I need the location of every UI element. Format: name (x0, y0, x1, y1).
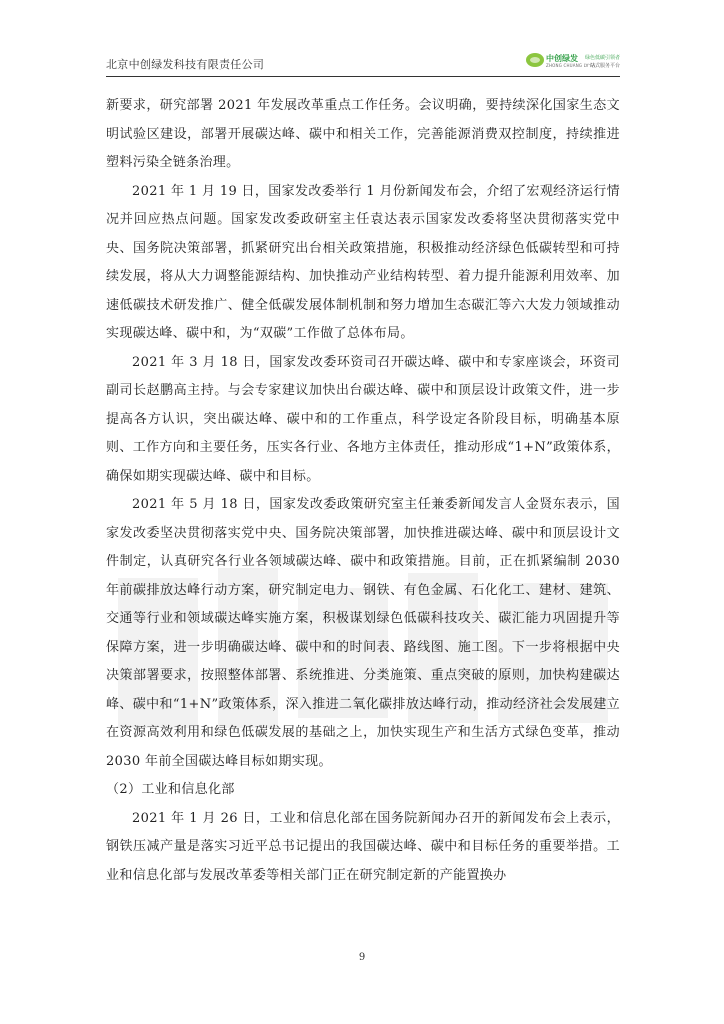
company-name: 北京中创绿发科技有限责任公司 (106, 58, 265, 71)
section-subheading: （2）工业和信息化部 (106, 782, 235, 797)
page-header (106, 48, 620, 77)
paragraph: 2021 年 1 月 19 日，国家发改委举行 1 月份新闻发布会，介绍了宏观经济运行情况并回应热点问题。国家发改委政研室主任袁达表示国家发改委将坚决贯彻落实党中央、国务院决策部署，抓紧研究出台相关政策措施，积极推动经济绿色低碳转型和可持续发展，将从大力调整能源结构、加快推动产业结构转型、着力提升能源利用效率、加速低碳技术研发推广、健全低碳发展体制机制和努力增加生态碳汇等六大发力领域推动实现碳达峰、碳中和，为“双碳”工作做了总体布局。 (106, 183, 620, 341)
paragraph: 2021 年 3 月 18 日，国家发改委环资司召开碳达峰、碳中和专家座谈会，环资司副司长赵鹏高主持。与会专家建议加快出台碳达峰、碳中和顶层设计政策文件，进一步提高各方认识，突出碳达峰、碳中和的工作重点，科学设定各阶段目标，明确基本原则、工作方向和主要任务，压实各行业、各地方主体责任，推动形成“1+N”政策体系，确保如期实现碳达峰、碳中和目标。 (106, 354, 620, 484)
logo-slogan-line1: 绿色低碳引领者 (585, 55, 621, 61)
logo-name: 中创绿发 (546, 54, 578, 63)
paragraph-continued: 新要求，研究部署 2021 年发展改革重点工作任务。会议明确，要持续深化国家生态文明试验区建设，部署开展碳达峰、碳中和相关工作，完善能源消费双控制度，持续推进塑料污染全链条治理。 (106, 98, 620, 170)
page-number: 9 (358, 952, 366, 963)
logo-english: ZHONG CHUANG LV FA (546, 63, 596, 68)
paragraph: 2021 年 5 月 18 日，国家发改委政策研究室主任兼委新闻发言人金贤东表示，国家发改委坚决贯彻落实党中央、国务院决策部署，加快推进碳达峰、碳中和顶层设计文件制定，认真研究各行业各领域碳达峰、碳中和政策措施。目前，正在抓紧编制 2030 年前碳排放达峰行动方案，研究制定电力、钢铁、有色金属、石化化工、建材、建筑、交通等行业和领域碳达峰实施方案，积极谋划绿色低碳科技攻关、碳汇能力巩固提升等保障方案，进一步明确碳达峰、碳中和的时间表、路线图、施工图。下一步将根据中央决策部署要求，按照整体部署、系统推进、分类施策、重点突破的原则，加快构建碳达峰、碳中和“1+N”政策体系，深入推进二氧化碳排放达峰行动，推动经济社会发展建立在资源高效利用和绿色低碳发展的基础之上，加快实现生产和生活方式绿色变革，推动 2030 年前全国碳达峰目标如期实现。 (106, 497, 620, 769)
leaf-icon (526, 53, 544, 67)
document-body (106, 92, 620, 890)
logo-slogan-line2: 一站式服务平台 (585, 63, 621, 69)
company-logo (508, 50, 620, 72)
paragraph: 2021 年 1 月 26 日，工业和信息化部在国务院新闻办召开的新闻发布会上表示，钢铁压减产量是落实习近平总书记提出的我国碳达峰、碳中和目标任务的重要举措。工业和信息化部与发展改革委等相关部门正在研究制定新的产能置换办 (106, 810, 620, 883)
